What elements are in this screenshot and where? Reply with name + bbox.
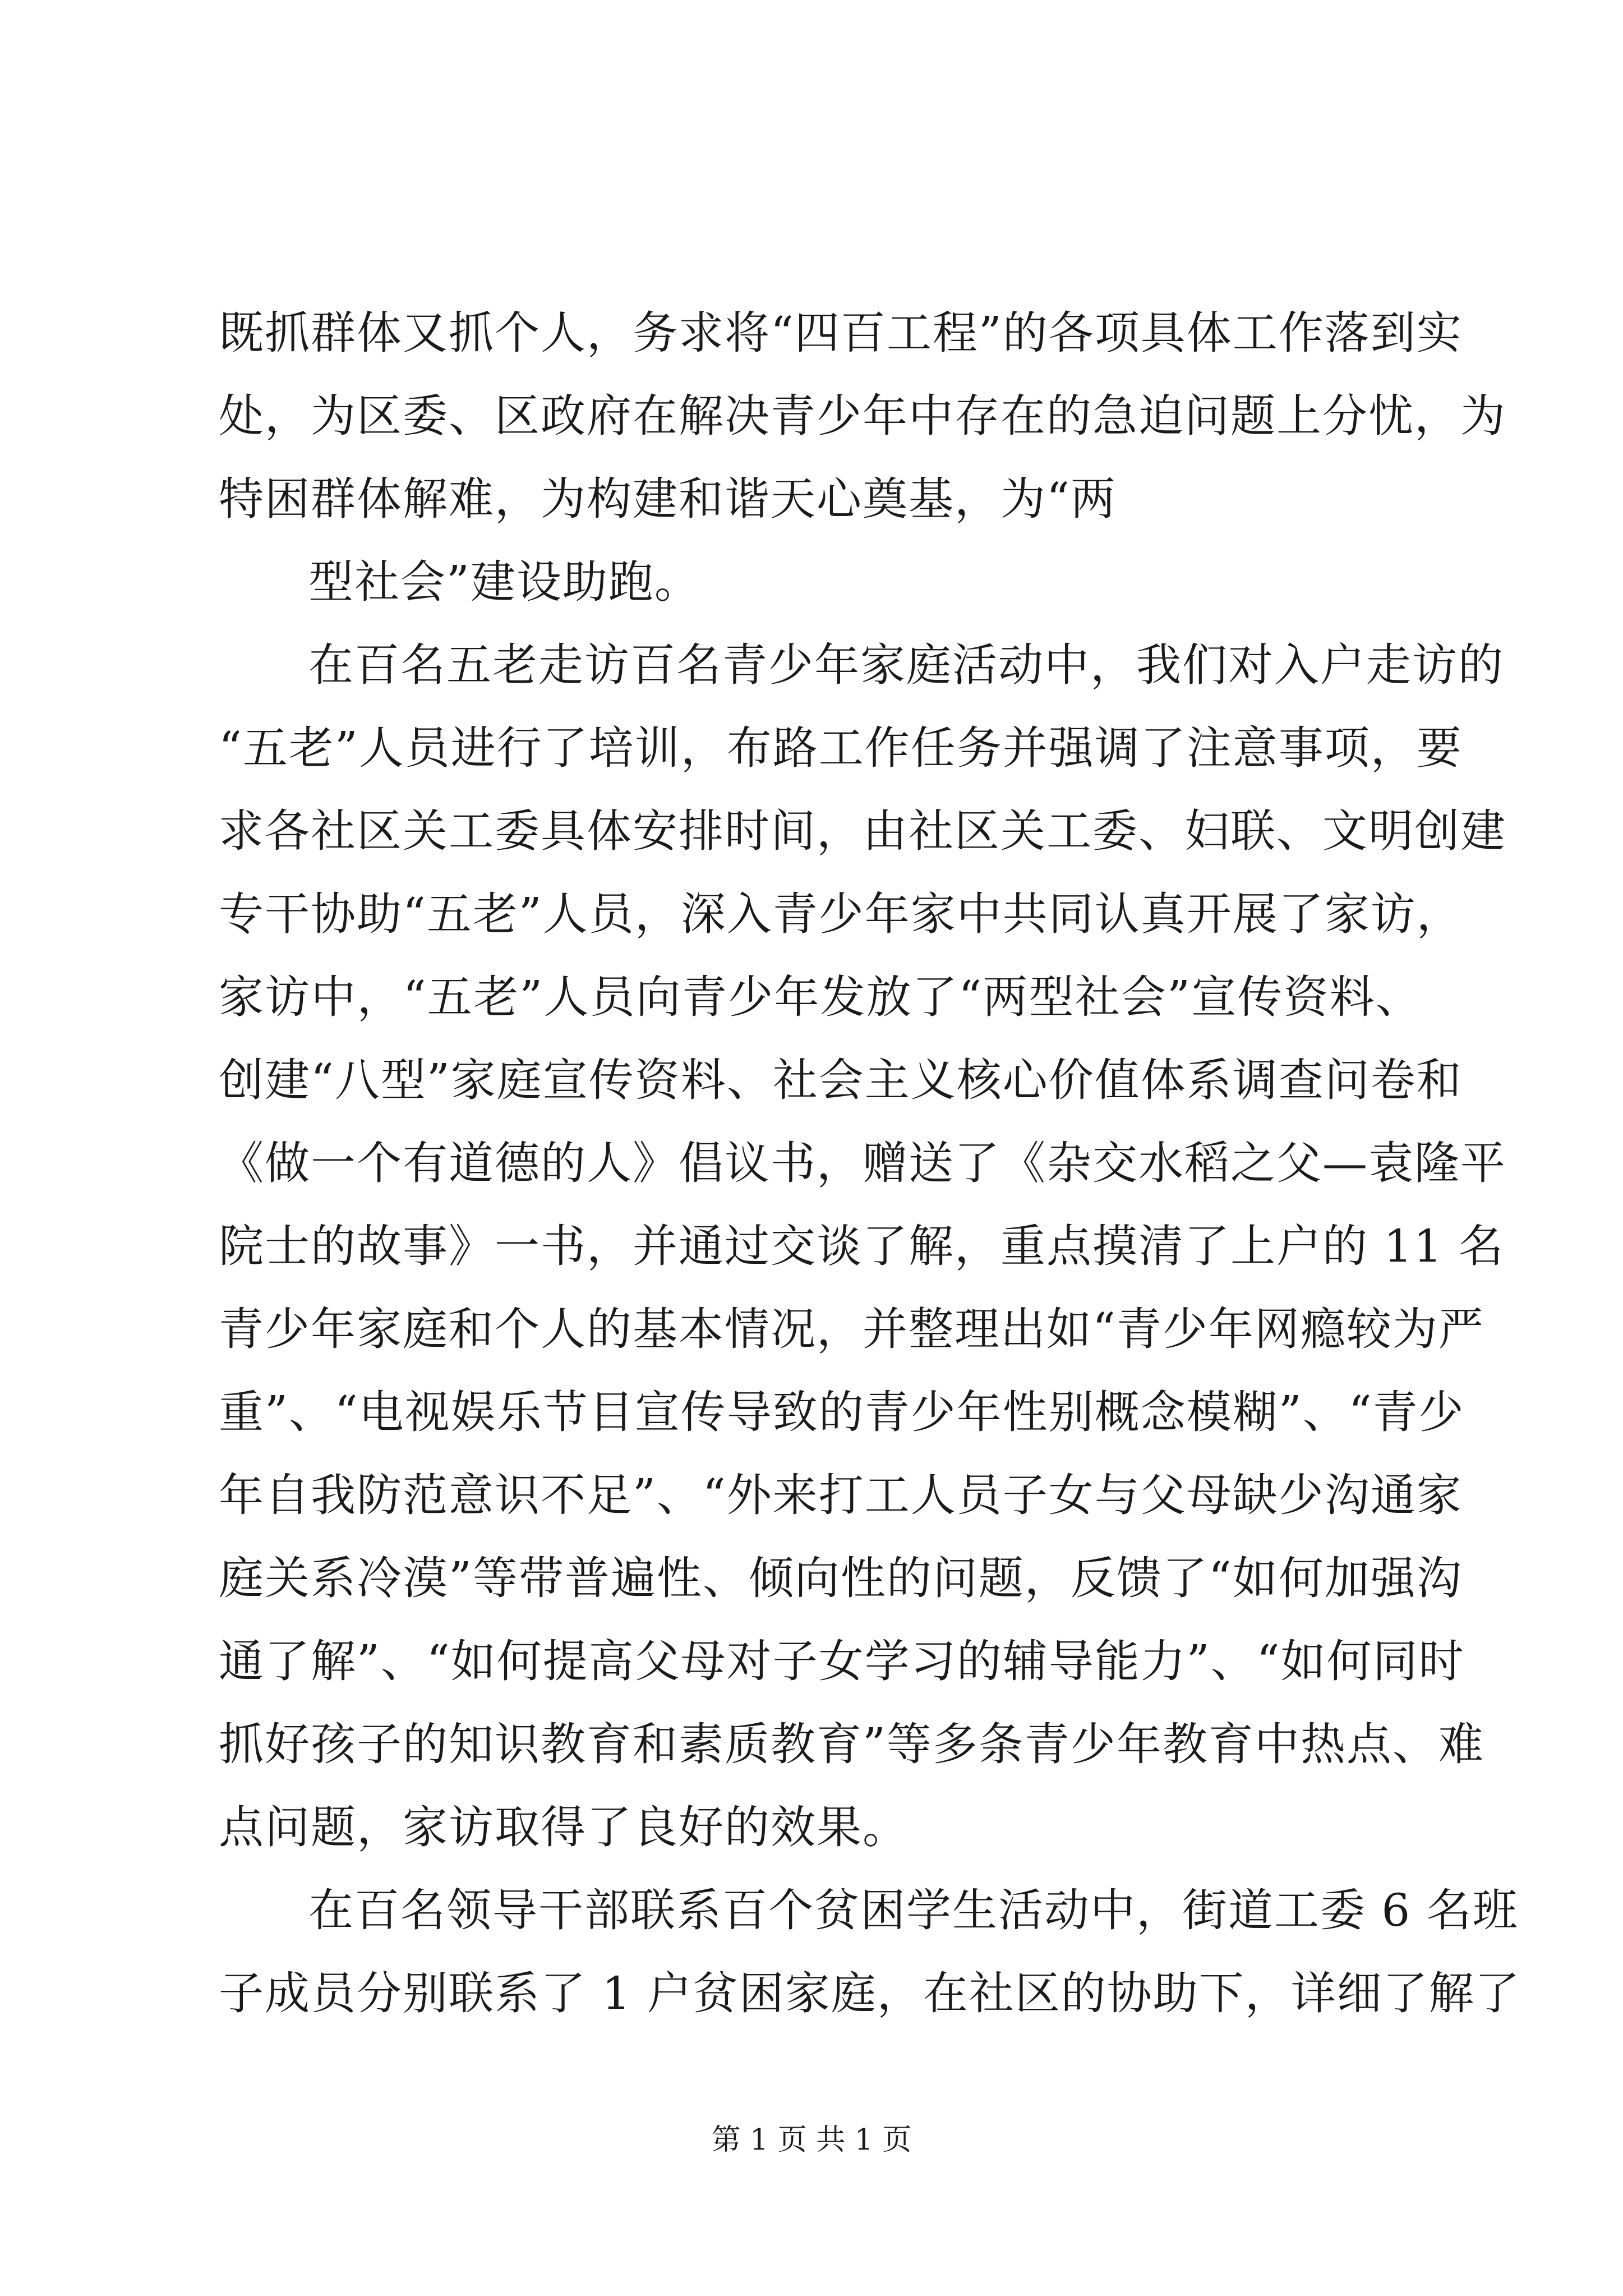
- text-line: 抓好孩子的知识教育和素质教育”等多条青少年教育中热点、难: [219, 1718, 1484, 1770]
- text-line: 年自我防范意识不足”、“外来打工人员子女与父母缺少沟通家: [219, 1469, 1463, 1521]
- page-number-label: 第 1 页 共 1 页: [711, 2123, 912, 2157]
- text-line: 创建“八型”家庭宣传资料、社会主义核心价值体系调查问卷和: [219, 1054, 1463, 1106]
- text-line: 通了解”、“如何提高父母对子女学习的辅导能力”、“如何同时: [219, 1635, 1465, 1687]
- text-line: 院士的故事》一书，并通过交谈了解，重点摸清了上户的 11 名: [219, 1220, 1505, 1272]
- text-line: 点问题，家访取得了良好的效果。: [219, 1801, 909, 1853]
- text-line: 庭关系冷漠”等带普遍性、倾向性的问题，反馈了“如何加强沟: [219, 1552, 1463, 1604]
- text-line: 青少年家庭和个人的基本情况，并整理出如“青少年网瘾较为严: [219, 1303, 1484, 1355]
- text-line: 求各社区关工委具体安排时间，由社区关工委、妇联、文明创建: [219, 805, 1506, 857]
- text-line: 《做一个有道德的人》倡议书，赠送了《杂交水稻之父—袁隆平: [219, 1137, 1506, 1189]
- text-line: 处，为区委、区政府在解决青少年中存在的急迫问题上分忧，为: [219, 390, 1506, 442]
- text-line: 子成员分别联系了 1 户贫困家庭，在社区的协助下，详细了解了: [219, 1967, 1521, 2019]
- text-line: 家访中，“五老”人员向青少年发放了“两型社会”宣传资料、: [219, 971, 1422, 1023]
- text-line: 型社会”建设助跑。: [308, 556, 700, 608]
- text-line: 既抓群体又抓个人，务求将“四百工程”的各项具体工作落到实: [219, 307, 1463, 359]
- page-footer: [0, 2120, 1623, 2160]
- body-text: [219, 292, 1521, 2035]
- paragraph-start-line: 在百名领导干部联系百个贫困学生活动中，街道工委 6 名班: [308, 1884, 1519, 1936]
- text-line: 重”、“电视娱乐节目宣传导致的青少年性别概念模糊”、“青少: [219, 1386, 1465, 1438]
- text-line: 特困群体解难，为构建和谐天心奠基，为“两: [219, 473, 1117, 525]
- paragraph-start-line: 在百名五老走访百名青少年家庭活动中，我们对入户走访的: [308, 639, 1504, 691]
- text-line: “五老”人员进行了培训，布路工作任务并强调了注意事项，要: [219, 722, 1463, 774]
- text-line: 专干协助“五老”人员，深入青少年家中共同认真开展了家访，: [219, 888, 1463, 940]
